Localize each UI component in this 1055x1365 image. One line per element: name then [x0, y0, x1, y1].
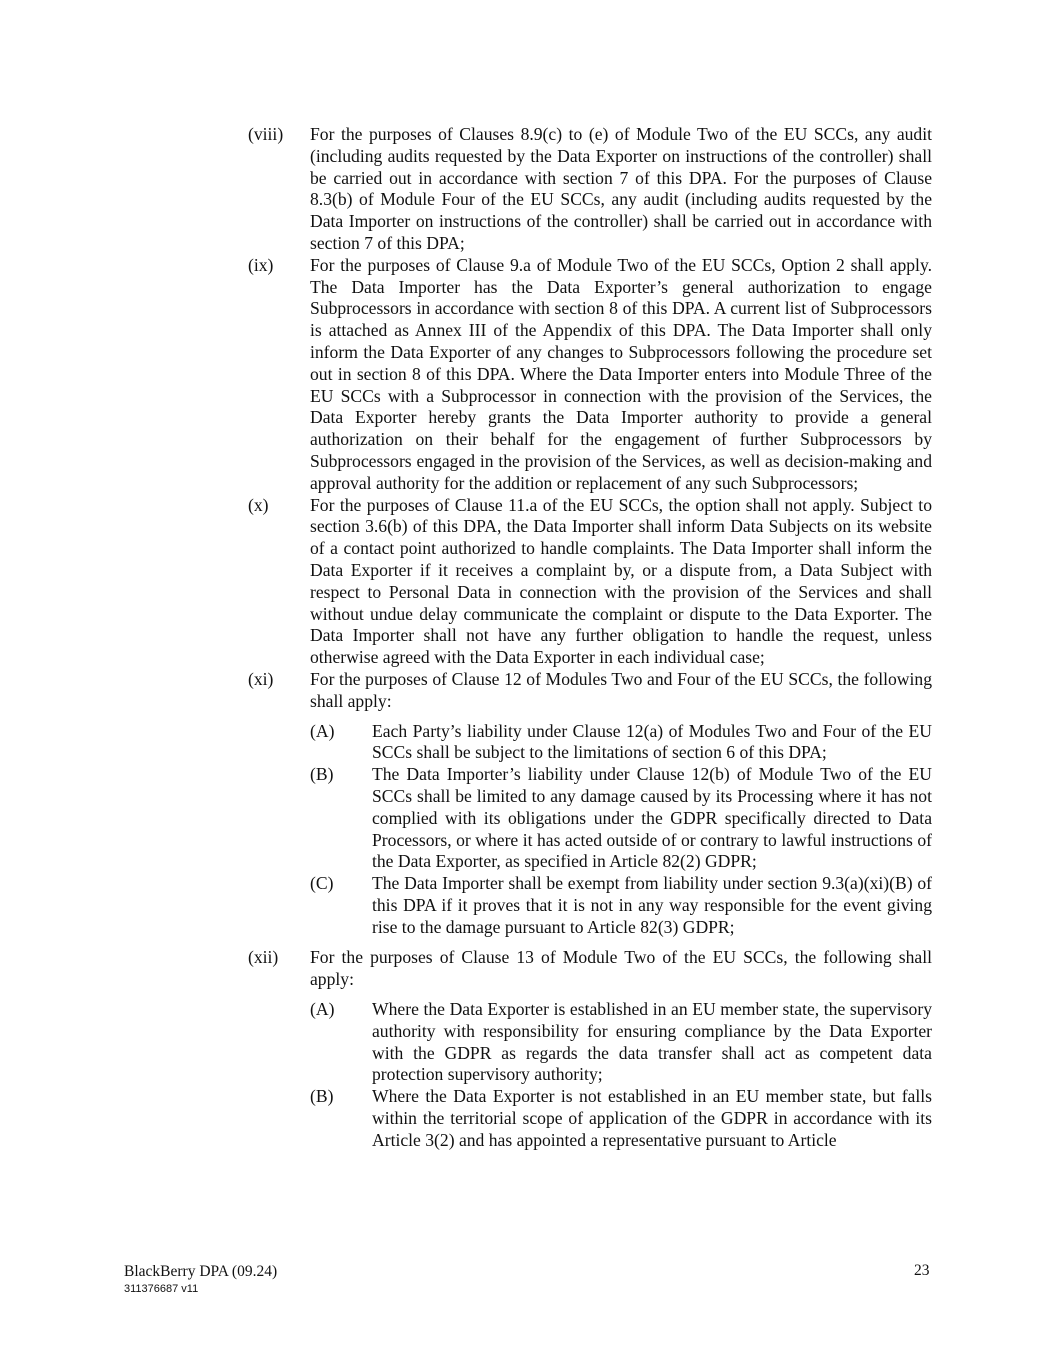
subclause-item: [310, 873, 932, 938]
subclause-number: (C): [310, 873, 334, 894]
subclause-item: [310, 721, 932, 765]
subclause-number: (B): [310, 764, 334, 785]
clause-text: For the purposes of Clause 13 of Module Two of the EU SCCs, the following shall apply:: [310, 947, 932, 990]
clause-item: [248, 947, 932, 1151]
clause-text: For the purposes of Clauses 8.9(c) to (e) of Module Two of the EU SCCs, any audit (including audits requested by the Data Exporter on instructions of the controller) shall be carried out in accordance with section 7 of this DPA. For the purposes of Clause 8.3(b) of Module Four of the EU SCCs, any audit (including audits requested by the Data Importer on instructions of the controller) shall be carried out in accordance with section 7 of this DPA;: [310, 124, 932, 253]
subclause-list: [310, 999, 932, 1152]
clause-number: (xii): [248, 947, 279, 968]
footer-doc-title: BlackBerry DPA (09.24): [124, 1263, 278, 1280]
subclause-number: (A): [310, 720, 335, 741]
subclause-number: (B): [310, 1086, 334, 1107]
subclause-text: The Data Importer shall be exempt from liability under section 9.3(a)(xi)(B) of this DPA if it proves that it is not in any way responsible for the event giving rise to the damage pursuant to Article 82(3) GDPR;: [372, 873, 932, 937]
footer-doc-id: 311376687 v11: [124, 1283, 199, 1295]
subclause-text: The Data Importer’s liability under Clause 12(b) of Module Two of the EU SCCs shall be limited to any damage caused by its Processing where it has not complied with its obligations under the GDPR specifically directed to Data Processors, or where it has acted outside of or contrary to lawful instructions of the Data Exporter, as specified in Article 82(2) GDPR;: [372, 764, 932, 872]
clause-text: For the purposes of Clause 12 of Modules Two and Four of the EU SCCs, the following shall apply:: [310, 668, 932, 711]
subclause-item: [310, 999, 932, 1086]
clause-number: (viii): [248, 124, 284, 144]
clause-item: [248, 495, 932, 669]
subclause-list: [310, 721, 932, 939]
subclause-text: Where the Data Exporter is not established in an EU member state, but falls within the territorial scope of application of the GDPR in accordance with its Article 3(2) and has appointed a representative pursuant to Article: [372, 1086, 932, 1150]
clause-list: [248, 124, 932, 1152]
clause-item: [248, 124, 932, 255]
subclause-text: Where the Data Exporter is established in an EU member state, the supervisory authority with responsibility for ensuring compliance by the Data Exporter with the GDPR as regards the data transfer shall act as competent data protection supervisory authority;: [372, 999, 932, 1085]
clause-text: For the purposes of Clause 9.a of Module Two of the EU SCCs, Option 2 shall apply. The Data Importer has the Data Exporter’s general authorization to engage Subprocessors in accordance with section 8 of this DPA. A current list of Subprocessors is attached as Annex III of the Appendix of this DPA. The Data Importer shall only inform the Data Exporter of any changes to Subprocessors following the procedure set out in section 8 of this DPA. Where the Data Importer enters into Module Three of the EU SCCs with a Subprocessor in connection with the provision of the Services, the Data Exporter hereby grants the Data Importer authority to provide a general authorization on their behalf for the engagement of further Subprocessors by Subprocessors engaged in the provision of the Services, as well as decision-making and approval authority for the addition or replacement of any such Subprocessors;: [310, 254, 932, 493]
subclause-text: Each Party’s liability under Clause 12(a) of Modules Two and Four of the EU SCCs shall be subject to the limitations of section 6 of this DPA;: [372, 720, 932, 763]
clause-item: [248, 255, 932, 495]
clause-number: (x): [248, 494, 269, 515]
subclause-item: [310, 764, 932, 873]
page-number: 23: [914, 1262, 930, 1279]
clause-text: For the purposes of Clause 11.a of the EU SCCs, the option shall not apply. Subject to section 3.6(b) of this DPA, the Data Importer shall inform Data Subjects on its website of a contact point authorized to handle complaints. The Data Importer shall inform the Data Exporter if it receives a complaint by, or a dispute from, a Data Subject with respect to Personal Data in connection with the provision of the Services and shall without undue delay communicate the complaint or dispute to the Data Exporter. The Data Importer shall not have any further obligation to handle the request, unless otherwise agreed with the Data Exporter in each individual case;: [310, 494, 932, 668]
clause-item: [248, 669, 932, 939]
clause-number: (xi): [248, 668, 274, 689]
subclause-item: [310, 1086, 932, 1151]
clause-number: (ix): [248, 254, 274, 275]
subclause-number: (A): [310, 999, 335, 1020]
